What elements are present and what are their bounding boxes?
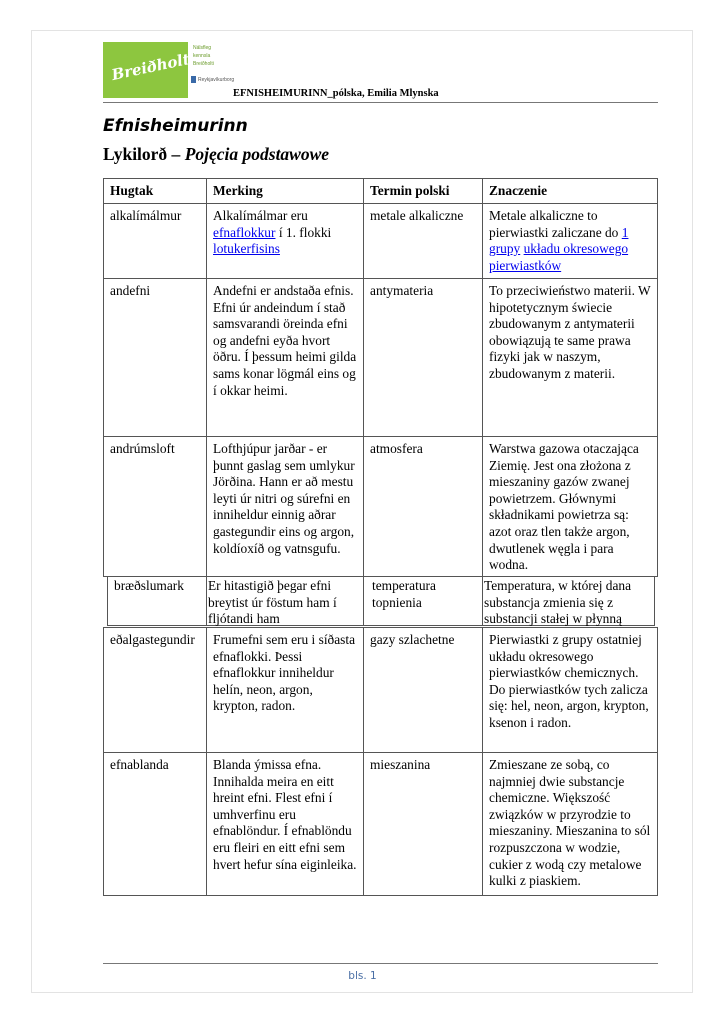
row4-hugtak: bræðslumark (107, 576, 207, 626)
page-subtitle (103, 144, 329, 165)
row6-merking: Blanda ýmissa efna. Innihalda meira en eitt hreint efni. Flest efni í umhverfinu eru efnablöndur. Í efnablöndu eru fleiri en eitt efni sem hvert hefur sína eiginleika. (206, 752, 364, 896)
row5-merking: Frumefni sem eru i síðasta efnaflokki. Þessi efnaflokkur inniheldur helín, neon, argon, krypton, radon. (206, 627, 364, 753)
subtitle-main: Lykilorð – (103, 144, 185, 164)
row1-hugtak: alkalímálmur (103, 203, 207, 279)
row6-hugtak: efnablanda (103, 752, 207, 896)
row1-znaczenie-text: Metale alkaliczne to pierwiastki zaliczane do (489, 208, 622, 240)
header-znaczenie: Znaczenie (482, 178, 658, 204)
breidholt-logo (103, 42, 235, 98)
page-number: bls. 1 (348, 970, 377, 982)
row1-merking-text: Alkalímálmar eru (213, 208, 308, 223)
link-efnaflokkur[interactable]: efnaflokkur (213, 224, 276, 240)
row1-merking (206, 203, 364, 279)
logo-tagline-2: kennsla (193, 53, 211, 59)
document-label: EFNISHEIMURINN_pólska, Emilia Mlynska (233, 88, 439, 99)
row4-termin: temperatura topnienia (363, 576, 483, 626)
row1-merking-mid: í 1. flokki (275, 224, 332, 240)
row6-znaczenie: Zmieszane ze sobą, co najmniej dwie substancje chemiczne. Większość związków w przyrodzie to mieszaniny. Mieszanina to sól rozpuszczona w wodzie, cukier z wodą czy metalowe kulki z piaskiem. (482, 752, 658, 896)
link-ukladu-okresowego[interactable]: układu okresowego pierwiastków (489, 241, 629, 273)
header-termin-polski: Termin polski (363, 178, 483, 204)
row2-hugtak: andefni (103, 278, 207, 437)
row3-merking: Lofthjúpur jarðar - er þunnt gaslag sem umlykur Jörðina. Hann er að mestu leyti úr nitri og súrefni en inniheldur einnig aðrar gastegundir eins og argon, koldíoxíð og vatnsgufu. (206, 436, 364, 577)
row6-termin: mieszanina (363, 752, 483, 896)
row1-znaczenie (482, 203, 658, 279)
logo-city-name: Reykjavíkurborg (198, 77, 235, 83)
row2-znaczenie: To przeciwieństwo materii. W hipotetycznym świecie zbudowanym z antymaterii obowiązują te same prawa fizyki jak w naszym, zbudowanym z materii. (482, 278, 658, 437)
row5-hugtak: eðalgastegundir (103, 627, 207, 753)
header-hugtak: Hugtak (103, 178, 207, 204)
row4-znaczenie: Temperatura, w której dana substancja zmienia się z substancji stałej w płynną (482, 576, 655, 626)
row3-znaczenie: Warstwa gazowa otaczająca Ziemię. Jest ona złożona z mieszaniny gazów zwanej powietrzem. Głównymi składnikami powietrza są: azot oraz tlen także argon, dwutlenek węgla i para wodna. (482, 436, 658, 577)
row5-termin: gazy szlachetne (363, 627, 483, 753)
page-title: Efnisheimurinn (103, 116, 248, 136)
header-divider (103, 102, 658, 103)
logo-tagline-1: Nálsfleg (193, 45, 212, 51)
header-merking: Merking (206, 178, 364, 204)
logo-wordmark: Breiðholt (109, 49, 192, 85)
row1-termin: metale alkaliczne (363, 203, 483, 279)
row2-merking: Andefni er andstaða efnis. Efni úr andeindum í stað samsvarandi öreinda efni og andefni eyða hvort öðru. Í þessum heimi gilda sams konar lögmál eins og í okkar heimi. (206, 278, 364, 437)
city-shield-icon (191, 76, 196, 83)
row3-hugtak: andrúmsloft (103, 436, 207, 577)
link-1-grupy[interactable]: 1 grupy (489, 224, 629, 257)
link-lotukerfisins[interactable]: lotukerfisins (213, 241, 280, 257)
row3-termin: atmosfera (363, 436, 483, 577)
row4-merking: Er hitastigið þegar efni breytist úr föstum ham í fljótandi ham (206, 576, 364, 626)
logo-green-block (103, 42, 192, 98)
logo-tagline-3: Breiðholti (193, 61, 214, 67)
subtitle-emphasis: Pojęcia podstawowe (184, 144, 330, 164)
row5-znaczenie: Pierwiastki z grupy ostatniej układu okresowego pierwiastków chemicznych. Do pierwiastków tych zalicza się: hel, neon, argon, krypton, ksenon i radon. (482, 627, 658, 753)
footer-divider (103, 963, 658, 964)
row2-termin: antymateria (363, 278, 483, 437)
